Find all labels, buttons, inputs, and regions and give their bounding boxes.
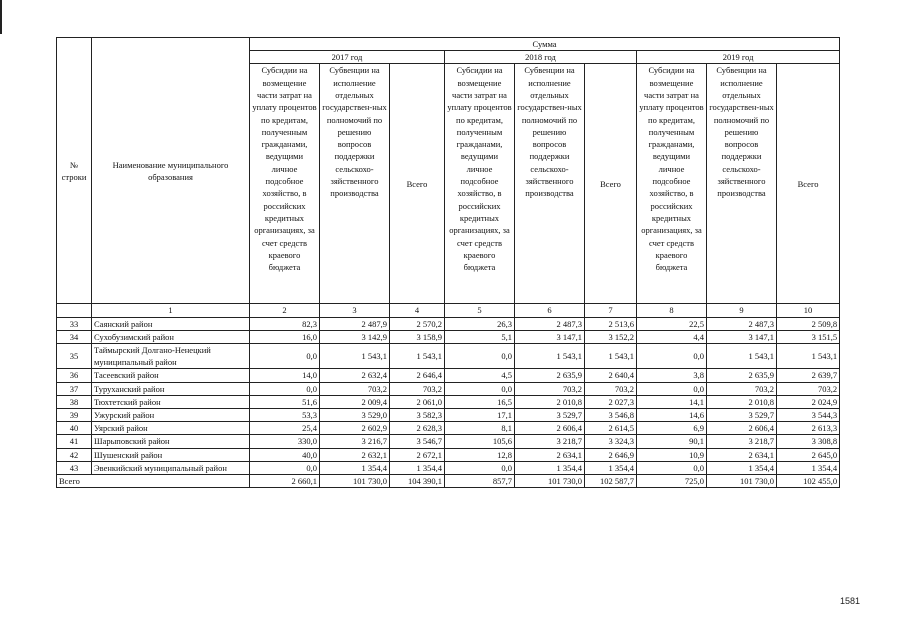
total-value: 102 587,7	[585, 475, 637, 488]
value-cell: 1 354,4	[777, 461, 840, 474]
value-cell: 3 147,1	[707, 330, 777, 343]
column-number	[57, 304, 92, 317]
subsidy-header-2019: Субсидии на возмещение части затрат на уплату процентов по кредитам, полученным гражданами, ведущими личное подсобное хозяйство, в российских кредитных организациях, за счет средств краевого бюджета	[637, 64, 707, 304]
column-number: 1	[92, 304, 250, 317]
value-cell: 16,0	[250, 330, 320, 343]
value-cell: 2 635,9	[707, 369, 777, 382]
column-number: 4	[390, 304, 445, 317]
total-value: 101 730,0	[515, 475, 585, 488]
value-cell: 0,0	[250, 344, 320, 369]
municipality-name: Таймырский Долгано-Ненецкий муниципальный район	[92, 344, 250, 369]
value-cell: 703,2	[320, 382, 390, 395]
value-cell: 1 354,4	[390, 461, 445, 474]
table-row	[57, 395, 840, 408]
value-cell: 2 509,8	[777, 317, 840, 330]
municipality-name: Тасеевский район	[92, 369, 250, 382]
municipality-name: Сухобузимский район	[92, 330, 250, 343]
municipality-name: Шарыповский район	[92, 435, 250, 448]
value-cell: 2 634,1	[707, 448, 777, 461]
total-value: 101 730,0	[320, 475, 390, 488]
value-cell: 0,0	[445, 461, 515, 474]
value-cell: 10,9	[637, 448, 707, 461]
value-cell: 26,3	[445, 317, 515, 330]
value-cell: 14,1	[637, 395, 707, 408]
value-cell: 3 216,7	[320, 435, 390, 448]
value-cell: 0,0	[445, 382, 515, 395]
value-cell: 1 354,4	[320, 461, 390, 474]
municipality-name: Эвенкийский муниципальный район	[92, 461, 250, 474]
row-number: 34	[57, 330, 92, 343]
total-header-2019: Всего	[777, 64, 840, 304]
value-cell: 3 151,5	[777, 330, 840, 343]
row-number: 36	[57, 369, 92, 382]
subvention-header-2019: Субвенции на исполнение отдельных государствен-ных полномочий по решению вопросов поддержки сельскохо-зяйственного производства	[707, 64, 777, 304]
value-cell: 703,2	[390, 382, 445, 395]
municipality-name: Уярский район	[92, 422, 250, 435]
value-cell: 3 544,3	[777, 409, 840, 422]
value-cell: 703,2	[777, 382, 840, 395]
subsidy-header-2018: Субсидии на возмещение части затрат на уплату процентов по кредитам, полученным гражданами, ведущими личное подсобное хозяйство, в российских кредитных организациях, за счет средств краевого бюджета	[445, 64, 515, 304]
total-value: 101 730,0	[707, 475, 777, 488]
municipality-name: Саянский район	[92, 317, 250, 330]
row-number: 43	[57, 461, 92, 474]
value-cell: 1 543,1	[390, 344, 445, 369]
scan-edge-mark	[0, 0, 2, 34]
value-cell: 0,0	[637, 461, 707, 474]
value-cell: 2 487,3	[707, 317, 777, 330]
total-value: 104 390,1	[390, 475, 445, 488]
sum-header: Сумма	[250, 38, 840, 51]
municipality-name: Ужурский район	[92, 409, 250, 422]
column-number: 8	[637, 304, 707, 317]
subvention-header-2017: Субвенции на исполнение отдельных государствен-ных полномочий по решению вопросов поддержки сельскохо-зяйственного производства	[320, 64, 390, 304]
value-cell: 14,0	[250, 369, 320, 382]
value-cell: 2 632,4	[320, 369, 390, 382]
value-cell: 2 632,1	[320, 448, 390, 461]
value-cell: 1 543,1	[585, 344, 637, 369]
value-cell: 2 635,9	[515, 369, 585, 382]
value-cell: 1 543,1	[515, 344, 585, 369]
row-number: 39	[57, 409, 92, 422]
value-cell: 2 024,9	[777, 395, 840, 408]
value-cell: 2 672,1	[390, 448, 445, 461]
table-row	[57, 344, 840, 369]
row-number: 41	[57, 435, 92, 448]
value-cell: 1 354,4	[707, 461, 777, 474]
value-cell: 3 218,7	[515, 435, 585, 448]
value-cell: 1 354,4	[515, 461, 585, 474]
value-cell: 2 628,3	[390, 422, 445, 435]
value-cell: 25,4	[250, 422, 320, 435]
value-cell: 3 308,8	[777, 435, 840, 448]
value-cell: 8,1	[445, 422, 515, 435]
subsidy-header-2017: Субсидии на возмещение части затрат на уплату процентов по кредитам, полученным гражданами, ведущими личное подсобное хозяйство, в российских кредитных организациях, за счет средств краевого бюджета	[250, 64, 320, 304]
value-cell: 2 602,9	[320, 422, 390, 435]
value-cell: 12,8	[445, 448, 515, 461]
total-header-2018: Всего	[585, 64, 637, 304]
value-cell: 53,3	[250, 409, 320, 422]
total-value: 725,0	[637, 475, 707, 488]
table-row	[57, 317, 840, 330]
row-number: 42	[57, 448, 92, 461]
value-cell: 90,1	[637, 435, 707, 448]
value-cell: 2 061,0	[390, 395, 445, 408]
total-value: 857,7	[445, 475, 515, 488]
municipality-name-header: Наименование муниципального образования	[92, 38, 250, 304]
value-cell: 6,9	[637, 422, 707, 435]
column-number: 10	[777, 304, 840, 317]
value-cell: 3 152,2	[585, 330, 637, 343]
value-cell: 2 646,9	[585, 448, 637, 461]
value-cell: 3 546,7	[390, 435, 445, 448]
row-number: 40	[57, 422, 92, 435]
value-cell: 2 634,1	[515, 448, 585, 461]
value-cell: 2 646,4	[390, 369, 445, 382]
value-cell: 3 142,9	[320, 330, 390, 343]
column-number: 2	[250, 304, 320, 317]
value-cell: 3 218,7	[707, 435, 777, 448]
total-value: 2 660,1	[250, 475, 320, 488]
value-cell: 2 570,2	[390, 317, 445, 330]
column-number: 9	[707, 304, 777, 317]
row-number: 33	[57, 317, 92, 330]
value-cell: 3 529,7	[515, 409, 585, 422]
value-cell: 3 158,9	[390, 330, 445, 343]
table-row	[57, 422, 840, 435]
value-cell: 2 614,5	[585, 422, 637, 435]
value-cell: 2 010,8	[707, 395, 777, 408]
table-row	[57, 461, 840, 474]
value-cell: 2 027,3	[585, 395, 637, 408]
budget-table	[56, 37, 840, 488]
column-number: 7	[585, 304, 637, 317]
value-cell: 3 147,1	[515, 330, 585, 343]
table-row	[57, 330, 840, 343]
municipality-name: Туруханский район	[92, 382, 250, 395]
row-number: 38	[57, 395, 92, 408]
column-number: 5	[445, 304, 515, 317]
total-value: 102 455,0	[777, 475, 840, 488]
value-cell: 2 613,3	[777, 422, 840, 435]
value-cell: 2 009,4	[320, 395, 390, 408]
table-row	[57, 435, 840, 448]
row-number: 37	[57, 382, 92, 395]
total-label: Всего	[57, 475, 250, 488]
value-cell: 51,6	[250, 395, 320, 408]
value-cell: 1 543,1	[777, 344, 840, 369]
value-cell: 3 529,0	[320, 409, 390, 422]
value-cell: 2 487,3	[515, 317, 585, 330]
value-cell: 703,2	[707, 382, 777, 395]
municipality-name: Тюхтетский район	[92, 395, 250, 408]
value-cell: 4,5	[445, 369, 515, 382]
table-row	[57, 448, 840, 461]
year-header-2019: 2019 год	[637, 51, 840, 64]
value-cell: 2 513,6	[585, 317, 637, 330]
value-cell: 2 606,4	[515, 422, 585, 435]
value-cell: 3,8	[637, 369, 707, 382]
value-cell: 0,0	[637, 344, 707, 369]
row-number-header: № строки	[57, 38, 92, 304]
column-number: 3	[320, 304, 390, 317]
value-cell: 2 487,9	[320, 317, 390, 330]
value-cell: 2 639,7	[777, 369, 840, 382]
value-cell: 14,6	[637, 409, 707, 422]
value-cell: 1 543,1	[707, 344, 777, 369]
value-cell: 1 543,1	[320, 344, 390, 369]
value-cell: 5,1	[445, 330, 515, 343]
page-number: 1581	[839, 596, 860, 606]
value-cell: 0,0	[250, 382, 320, 395]
value-cell: 4,4	[637, 330, 707, 343]
subvention-header-2018: Субвенции на исполнение отдельных государствен-ных полномочий по решению вопросов поддержки сельскохо-зяйственного производства	[515, 64, 585, 304]
table-row	[57, 369, 840, 382]
value-cell: 3 324,3	[585, 435, 637, 448]
column-number-row	[57, 304, 840, 317]
value-cell: 0,0	[250, 461, 320, 474]
column-number: 6	[515, 304, 585, 317]
value-cell: 3 582,3	[390, 409, 445, 422]
value-cell: 1 354,4	[585, 461, 637, 474]
year-header-2017: 2017 год	[250, 51, 445, 64]
value-cell: 3 529,7	[707, 409, 777, 422]
value-cell: 703,2	[515, 382, 585, 395]
year-header-2018: 2018 год	[445, 51, 637, 64]
table-row	[57, 382, 840, 395]
value-cell: 2 606,4	[707, 422, 777, 435]
value-cell: 2 640,4	[585, 369, 637, 382]
value-cell: 330,0	[250, 435, 320, 448]
value-cell: 2 645,0	[777, 448, 840, 461]
value-cell: 82,3	[250, 317, 320, 330]
value-cell: 17,1	[445, 409, 515, 422]
value-cell: 3 546,8	[585, 409, 637, 422]
value-cell: 2 010,8	[515, 395, 585, 408]
municipality-name: Шушенский район	[92, 448, 250, 461]
value-cell: 40,0	[250, 448, 320, 461]
table-row	[57, 409, 840, 422]
row-number: 35	[57, 344, 92, 369]
value-cell: 105,6	[445, 435, 515, 448]
total-row	[57, 475, 840, 488]
total-header-2017: Всего	[390, 64, 445, 304]
value-cell: 0,0	[445, 344, 515, 369]
value-cell: 16,5	[445, 395, 515, 408]
value-cell: 0,0	[637, 382, 707, 395]
value-cell: 703,2	[585, 382, 637, 395]
value-cell: 22,5	[637, 317, 707, 330]
